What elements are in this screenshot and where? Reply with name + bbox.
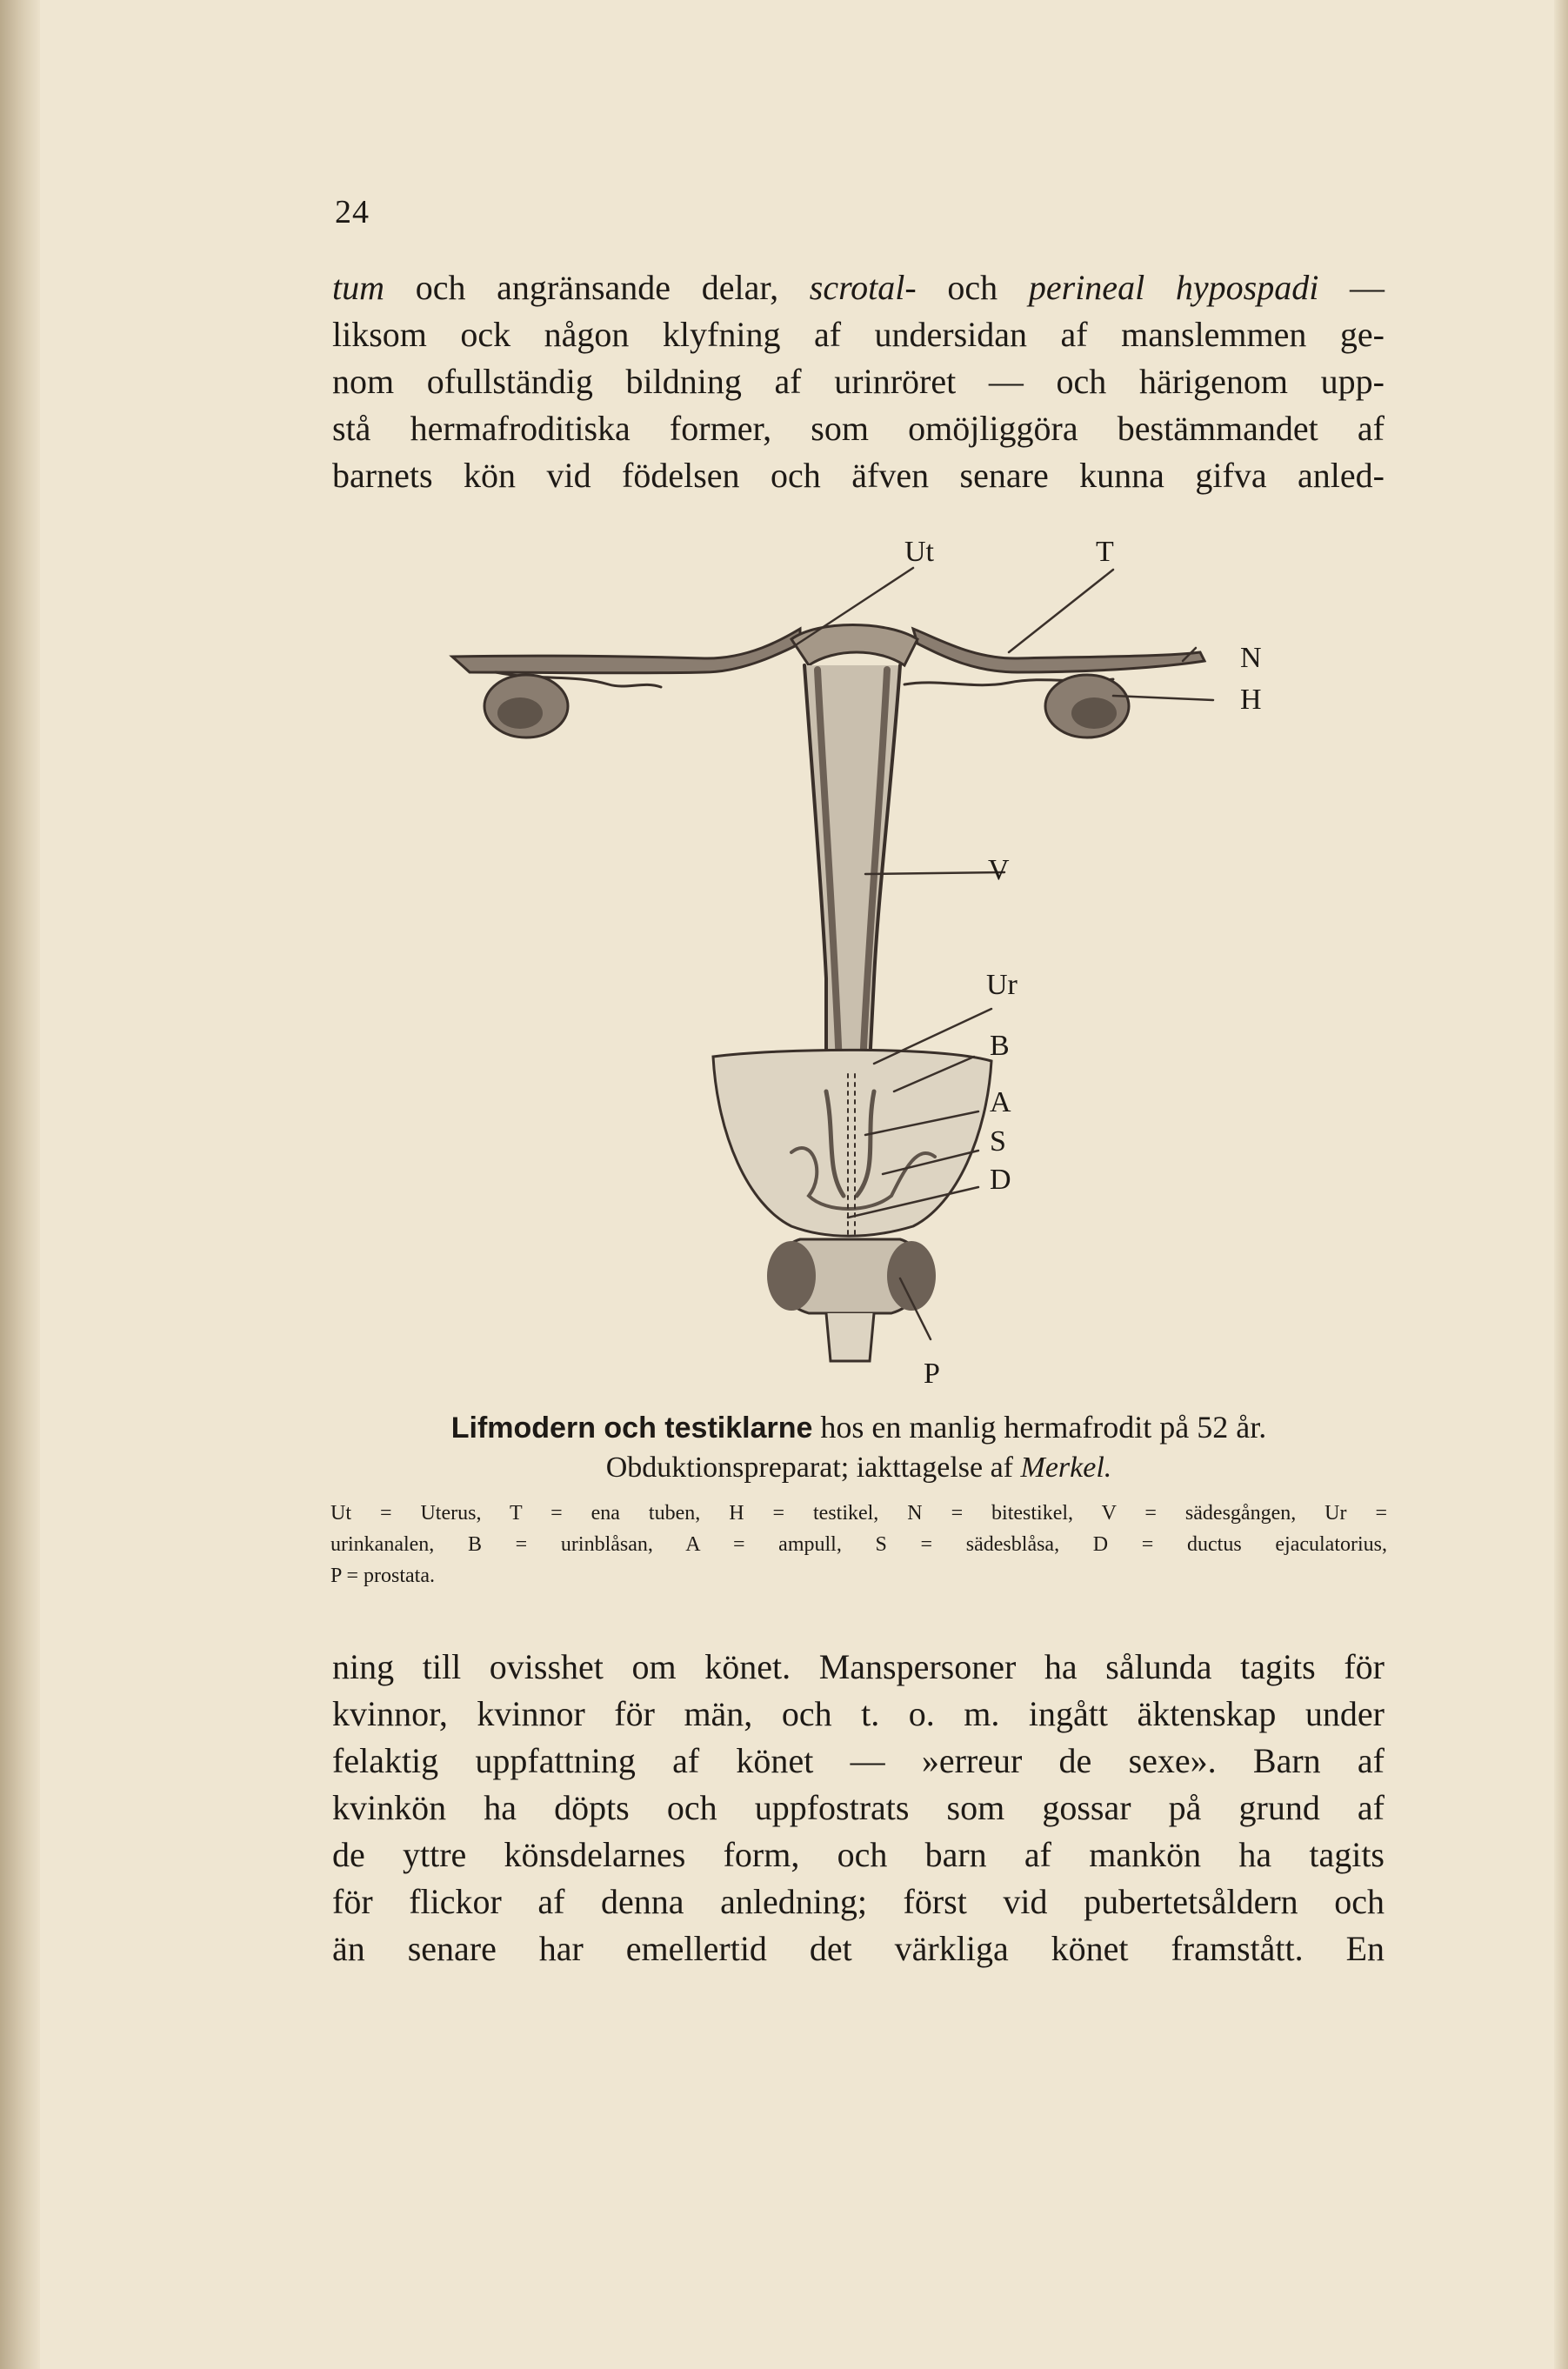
anatomical-figure	[417, 526, 1304, 1396]
legend-line: urinkanalen, B = urinblåsan, A = ampull, S = sädesblåsa, D = ductus ejaculatorius,	[330, 1533, 1387, 1556]
label-v: V	[988, 854, 1010, 886]
caption-bold: Lifmodern och testiklarne	[450, 1411, 813, 1445]
text-line: kvinnor, kvinnor för män, och t. o. m. ingått äktenskap under	[332, 1694, 1385, 1733]
page-edge-right	[1554, 0, 1568, 2369]
text-line: stå hermafroditiska former, som omöjliggöra bestämmandet af	[332, 409, 1385, 448]
pointer-v	[865, 872, 1004, 874]
text-line: felaktig uppfattning af könet — »erreur de sexe». Barn af	[332, 1741, 1385, 1780]
testicle-right-shade	[1071, 697, 1117, 729]
text-line: kvinkön ha döpts och uppfostrats som gossar på grund af	[332, 1788, 1385, 1827]
label-ur: Ur	[986, 969, 1018, 1001]
text-fragment: och	[916, 268, 1029, 307]
legend-line: Ut = Uterus, T = ena tuben, H = testikel, N = bitestikel, V = sädesgången, Ur =	[330, 1502, 1387, 1525]
top-paragraph	[332, 264, 1385, 499]
text-fragment: tum	[332, 268, 384, 307]
text-fragment: perineal hypospadi	[1028, 268, 1319, 307]
caption-rest: hos en manlig hermafrodit på 52 år.	[812, 1410, 1267, 1445]
prostata-left	[767, 1241, 816, 1311]
text-line: liksom ock någon klyfning af undersidan af manslemmen ge-	[332, 315, 1385, 354]
text-line: barnets kön vid födelsen och äfven senare kunna gifva anled-	[332, 456, 1385, 495]
figure-caption-title	[330, 1407, 1387, 1448]
urethra	[826, 1313, 874, 1361]
uterus-fundus	[791, 625, 917, 666]
text-line: nom ofullständig bildning af urinröret — och härigenom upp-	[332, 362, 1385, 401]
label-p: P	[924, 1358, 940, 1390]
text-fragment: —	[1318, 268, 1385, 307]
label-ut: Ut	[904, 536, 934, 568]
text-line: än senare har emellertid det värkliga könet framstått. En	[332, 1929, 1385, 1968]
figure-caption-source	[330, 1449, 1387, 1487]
label-h: H	[1240, 684, 1262, 716]
label-n: N	[1240, 642, 1262, 674]
caption-source-author: Merkel.	[1020, 1451, 1112, 1484]
tube-right	[913, 629, 1204, 672]
tube-left	[452, 629, 800, 673]
text-fragment: och angränsande delar,	[384, 268, 810, 307]
label-a: A	[990, 1086, 1011, 1118]
label-t: T	[1096, 536, 1114, 568]
text-line: de yttre könsdelarnes form, och barn af mankön ha tagits	[332, 1835, 1385, 1874]
text-line: ning till ovisshet om könet. Manspersoner ha sålunda tagits för	[332, 1647, 1385, 1686]
bottom-paragraph	[332, 1644, 1385, 1972]
testicle-left-shade	[497, 697, 543, 729]
figure-drawing	[417, 526, 1304, 1396]
page-edge-left	[0, 0, 40, 2369]
pointer-t	[1009, 570, 1113, 652]
caption-source-prefix: Obduktionspreparat; iakttagelse af	[605, 1451, 1021, 1484]
page-number: 24	[335, 194, 370, 230]
label-s: S	[990, 1125, 1006, 1158]
text-fragment: scrotal-	[809, 268, 917, 307]
label-b: B	[990, 1030, 1010, 1062]
text-line: för flickor af denna anledning; först vid pubertetsåldern och	[332, 1882, 1385, 1921]
text-line	[332, 264, 1385, 311]
figure-legend	[330, 1498, 1387, 1592]
label-d: D	[990, 1164, 1011, 1196]
legend-line: P = prostata.	[330, 1565, 435, 1587]
